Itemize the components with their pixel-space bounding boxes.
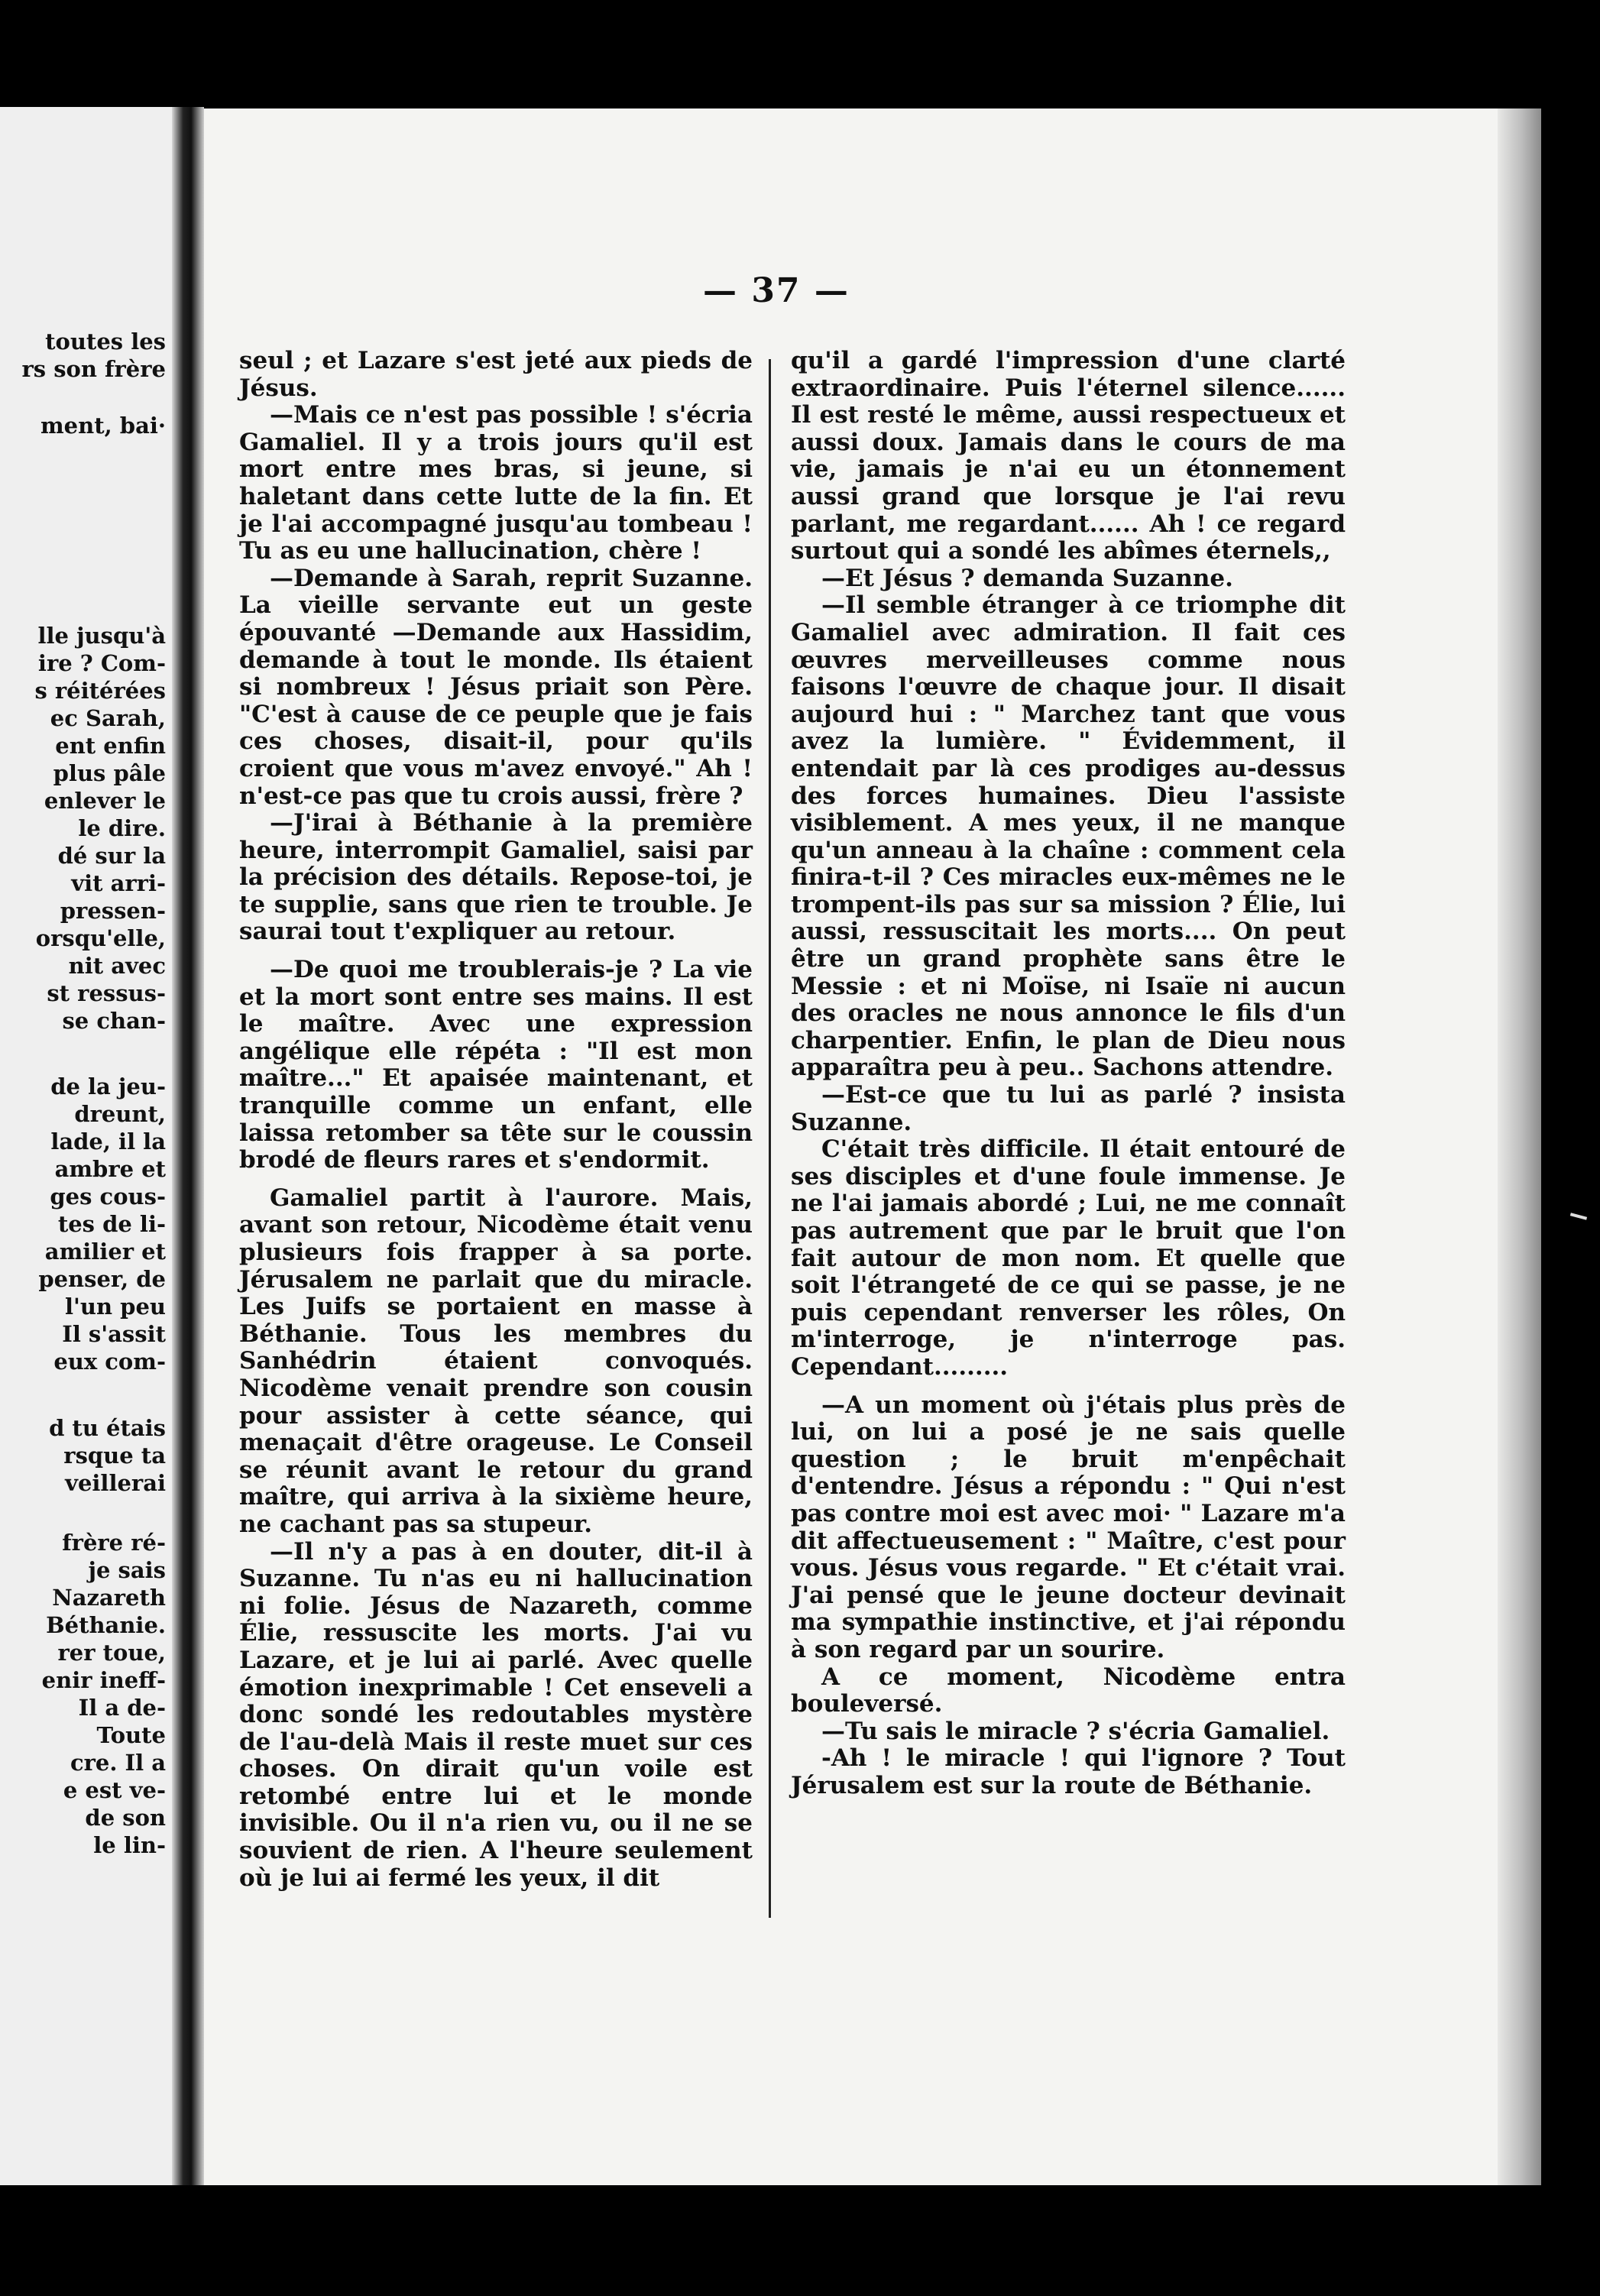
left-page-line: st ressus- — [47, 980, 166, 1006]
left-page-line: Toute — [96, 1722, 166, 1748]
paragraph: —Tu sais le miracle ? s'écria Gamaliel. — [821, 1717, 1330, 1745]
left-page-line: le dire. — [78, 815, 166, 841]
left-page-line: de son — [85, 1805, 166, 1831]
paragraph: —Mais ce n'est pas possible ! s'écria Gamaliel. Il y a trois jours qu'il est mort entre mes bras, si jeune, si haletant dans cette lutte de la fin. Et je l'ai accompagné jusqu'au tombeau ! Tu as eu une hallucination, chère ! — [239, 401, 753, 565]
paragraph: -Ah ! le miracle ! qui l'ignore ? Tout Jérusalem est sur la route de Béthanie. — [791, 1744, 1346, 1799]
left-page-line: d tu étais — [49, 1415, 166, 1441]
left-page-line: je sais — [88, 1557, 166, 1583]
paragraph: qu'il a gardé l'impression d'une clarté extraordinaire. Puis l'éternel silence...... Il est resté le même, aussi respectueux et aussi doux. Jamais dans le cours de ma vie, jamais je n'ai eu un étonnement aussi grand que lorsque je l'ai revu parlant, me regardant...... Ah ! ce regard surtout qui a sondé les abîmes éternels,, — [791, 347, 1346, 565]
left-page-line: enir ineff- — [41, 1667, 166, 1693]
left-page-line: enlever le — [44, 788, 166, 814]
left-page-line: tes de li- — [57, 1211, 166, 1237]
paragraph: —Il n'y a pas à en douter, dit-il à Suzanne. Tu n'as eu ni hallucination ni folie. Jésus de Nazareth, comme Élie, ressuscite les morts. J'ai vu Lazare, et je lui ai parlé. Avec quelle émotion inexprimable ! Cet enseveli a donc sondé les redoutables mystère de l'au-delà Mais il reste muet sur ces choses. On dirait qu'un voile est retombé entre lui et le monde invisible. Ou il n'a rien vu, ou il ne se souvient de rien. A l'heure seulement où je lui ai fermé les yeux, il dit — [239, 1537, 753, 1892]
paragraph: C'était très difficile. Il était entouré de ses disciples et d'une foule immense. Je ne l'ai jamais abordé ; Lui, ne me connaît pas autrement que par le bruit que l'on fait autour de mon nom. Et quelle que soit l'étrangeté de ce qui se passe, je ne puis cependant renverser les rôles, On m'interroge, je n'interroge pas. Cependant......... — [791, 1135, 1346, 1381]
paragraph: —Est-ce que tu lui as parlé ? insista Suzanne. — [791, 1081, 1346, 1136]
left-page-line: rsque ta — [63, 1443, 166, 1469]
paragraph: —Demande à Sarah, reprit Suzanne. La vieille servante eut un geste épouvanté —Demande aux Hassidim, demande à tout le monde. Ils étaient si nombreux ! Jésus priait son Père. "C'est à cause de ce peuple que je fais ces choses, disait-il, pour qu'ils croient que vous m'avez envoyé." Ah ! n'est-ce pas que tu crois aussi, frère ? — [239, 564, 753, 810]
text-column-right — [791, 348, 1346, 1799]
left-page-line: orsqu'elle, — [35, 925, 166, 951]
paragraph: —J'irai à Béthanie à la première heure, interrompit Gamaliel, saisi par la précision des détails. Repose-toi, je te supplie, sans que rien te trouble. Je saurai tout t'expliquer au retour. — [239, 809, 753, 946]
left-page-line: ment, bai· — [40, 413, 166, 439]
left-page-line: e est ve- — [63, 1777, 166, 1803]
left-page-line: ire ? Com- — [37, 650, 166, 676]
book-gutter — [172, 107, 204, 2185]
left-page-line: l'un peu — [65, 1294, 166, 1320]
left-page-line: ec Sarah, — [50, 705, 166, 731]
paragraph: —Et Jésus ? demanda Suzanne. — [821, 564, 1233, 592]
left-page-line: rer toue, — [57, 1640, 166, 1666]
text-column-left — [239, 348, 753, 1892]
left-page-line: Nazareth — [52, 1585, 166, 1611]
left-page-line: ambre et — [54, 1156, 166, 1182]
paragraph: seul ; et Lazare s'est jeté aux pieds de Jésus. — [239, 347, 753, 402]
page-number: — 37 — — [703, 271, 850, 310]
column-rule — [769, 359, 771, 1918]
paragraph: A ce moment, Nicodème entra bouleversé. — [791, 1663, 1346, 1718]
left-page-line: ent enfin — [55, 733, 166, 759]
paragraph: —De quoi me troublerais-je ? La vie et la mort sont entre ses mains. Il est le maître. Avec une expression angélique elle répéta : "Il est mon maître..." Et apaisée maintenant, et tranquille comme un enfant, elle laissa retomber sa tête sur le coussin brodé de fleurs rares et s'endormit. — [239, 956, 753, 1174]
left-page-line: se chan- — [62, 1008, 166, 1034]
left-page-line: toutes les — [45, 329, 166, 355]
paragraph: Gamaliel partit à l'aurore. Mais, avant son retour, Nicodème était venu plusieurs fois frapper à sa porte. Jérusalem ne parlait que du miracle. Les Juifs se portaient en masse à Béthanie. Tous les membres du Sanhédrin étaient convoqués. Nicodème venait prendre son cousin pour assister à cette séance, qui menaçait d'être orageuse. Le Conseil se réunit avant le retour du grand maître, qui arriva à la sixième heure, ne cachant pas sa stupeur. — [239, 1184, 753, 1538]
left-page-line: de la jeu- — [50, 1074, 166, 1099]
left-page-line: dé sur la — [57, 843, 166, 869]
left-page-fragment — [0, 107, 172, 2185]
left-page-line: plus pâle — [53, 760, 166, 786]
left-page-line: nit avec — [68, 953, 166, 979]
left-page-line: cre. Il a — [70, 1750, 166, 1776]
left-page-line: Il s'assit — [62, 1321, 166, 1347]
left-page-line: rs son frère — [21, 356, 166, 382]
left-page-line: veillerai — [65, 1470, 166, 1496]
scan-mark — [1570, 1213, 1587, 1220]
left-page-line: lle jusqu'à — [37, 623, 166, 649]
left-page-line: Béthanie. — [46, 1612, 166, 1638]
left-page-line: dreunt, — [74, 1101, 166, 1127]
left-page-line: s réitérées — [34, 678, 166, 704]
page-edge — [1498, 108, 1541, 2185]
left-page-line: penser, de — [38, 1266, 166, 1292]
left-page-line: Il a de- — [78, 1695, 166, 1721]
left-page-line: frère ré- — [62, 1530, 166, 1556]
paragraph: —A un moment où j'étais plus près de lui, on lui a posé je ne sais quelle question ; le bruit m'enpêchait d'entendre. Jésus a répondu : " Qui n'est pas contre moi est avec moi· " Lazare m'a dit affectueusement : " Maître, c'est pour vous. Jésus vous regarde. " Et c'était vrai. J'ai pensé que le jeune docteur devinait ma sympathie instinctive, et j'ai répondu à son regard par un sourire. — [791, 1391, 1346, 1663]
left-page-line: lade, il la — [50, 1129, 166, 1154]
left-page-line: le lin- — [93, 1832, 166, 1858]
left-page-line: vit arri- — [71, 870, 166, 896]
left-page-line: eux com- — [53, 1349, 166, 1375]
left-page-line: ges cous- — [50, 1184, 166, 1210]
left-page-line: amilier et — [44, 1239, 166, 1265]
left-page-line: pressen- — [60, 898, 166, 924]
paragraph: —Il semble étranger à ce triomphe dit Gamaliel avec admiration. Il fait ces œuvres merveilleuses comme nous faisons l'œuvre de chaque jour. Il disait aujourd hui : " Marchez tant que vous avez la lumière. " Évidemment, il entendait par là ces prodiges au-dessus des forces humaines. Dieu l'assiste visiblement. A mes yeux, il ne manque qu'un anneau à la chaîne : comment cela finira-t-il ? Ces miracles eux-mêmes ne le trompent-ils pas sur sa mission ? Élie, lui aussi, ressuscitait les morts.... On peut être un grand prophète sans être le Messie : et ni Moïse, ni Isaïe ni aucun des oracles ne nous annonce le fils d'un charpentier. Enfin, le plan de Dieu nous apparaîtra peu à peu.. Sachons attendre. — [791, 591, 1346, 1082]
